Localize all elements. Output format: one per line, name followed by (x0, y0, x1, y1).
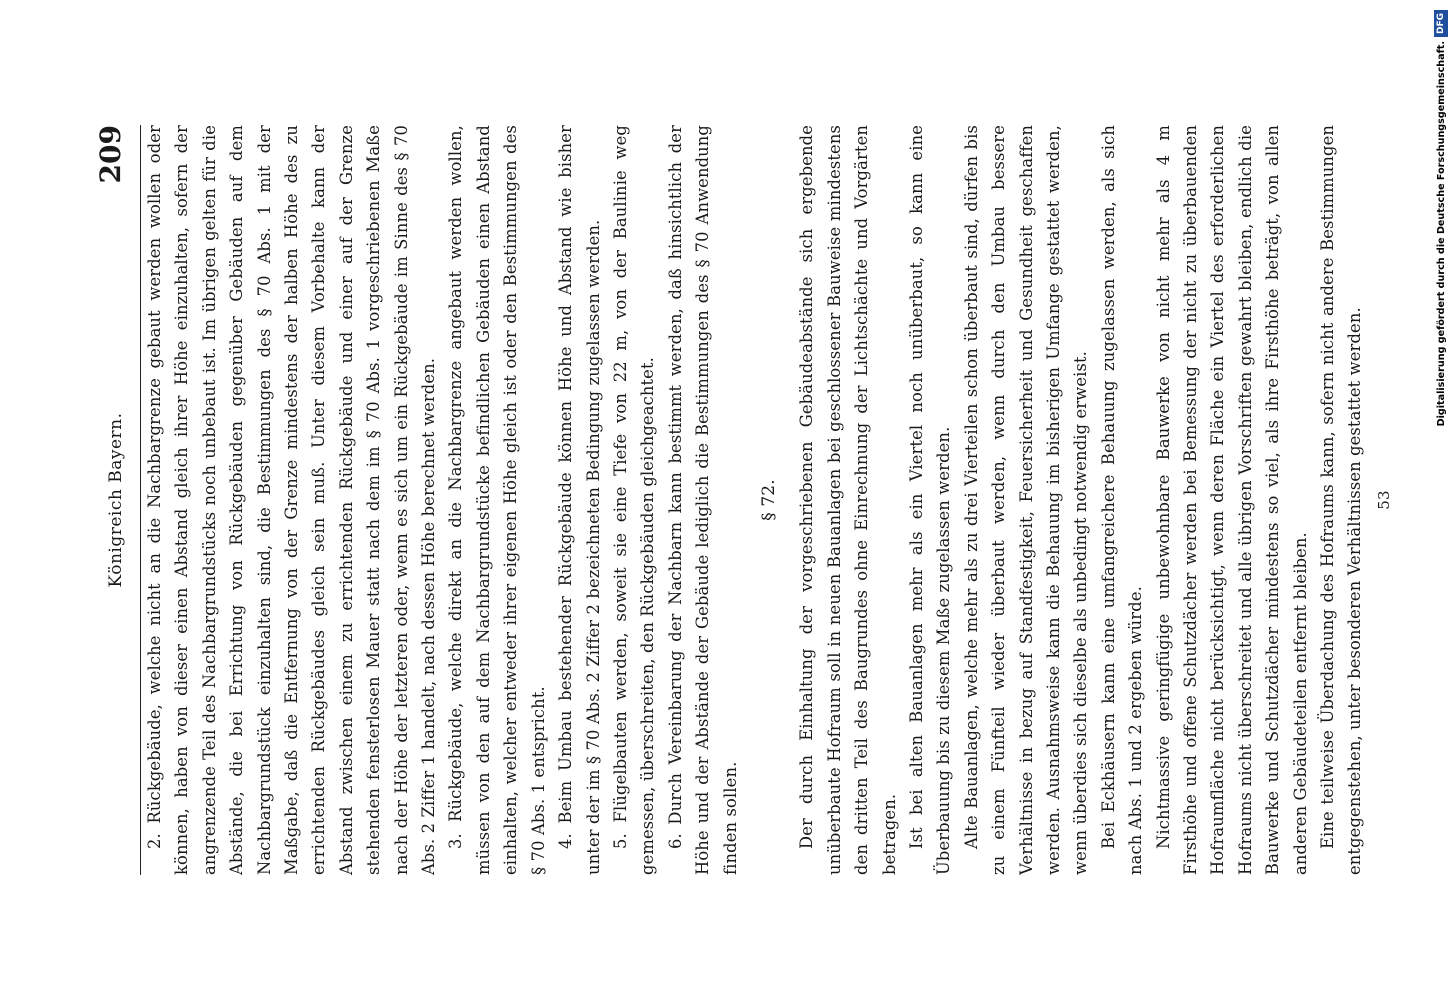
page-number: 209 (94, 125, 127, 184)
paragraph-ueberdachung: Eine teilweise Überdachung des Hofraums kann, sofern nicht andere Bestimmungen entgegenstehen, unter besonderen Verhältnissen gestattet werden. (1318, 125, 1365, 875)
paragraph-3: 3. Rückgebäude, welche direkt an die Nachbargrenze angebaut werden wollen, müssen von den auf dem Nachbargrundstücke befindlichen Gebäuden einen Abstand einhalten, welcher entweder ihrer eigenen Höhe gleich ist oder den Bestimmungen des § 70 Abs. 1 entspricht. (446, 125, 548, 875)
digitization-credit (1432, 10, 1450, 990)
signature-mark: 53 (1374, 490, 1393, 510)
paragraph-nichtmassive: Nichtmassive geringfügige unbewohnbare Bauwerke von nicht mehr als 4 m Firsthöhe und offene Schutzdächer werden bei Bemessung der nicht zu überbauenden Hofraumfläche nicht berücksichtigt, wenn deren Fläche ein Viertel des erforderlichen Hofraums nicht überschreitet und alle übrigen Vorschriften gewahrt bleiben, endlich die Bauwerke und Schutzdächer mindestens so viel, als ihre Firsthöhe beträgt, von allen anderen Gebäudeteilen entfernt bleiben. (1153, 125, 1310, 875)
page-body (141, 125, 1398, 875)
dfg-logo: DFG (1434, 10, 1448, 37)
running-head: Königreich Bayern. (106, 412, 126, 588)
paragraph-2: 2. Rückgebäude, welche nicht an die Nachbargrenze gebaut werden wollen oder können, haben von dieser einen Abstand gleich ihrer Höhe einzuhalten, sofern der angrenzende Teil des Nachbargrundstücks noch unbebaut ist. Im übrigen gelten für die Abstände, die bei Errichtung von Rückgebäuden gegenüber Gebäuden auf dem Nachbargrundstück einzuhalten sind, die Bestimmungen des § 70 Abs. 1 mit der Maßgabe, daß die Entfernung von der Grenze mindestens der halben Höhe des zu errichtenden Rückgebäudes gleich sein muß. Unter diesem Vorbehalte kann der Abstand zwischen einem zu errichtenden Rückgebäude und einer auf der Grenze stehenden fensterlosen Mauer statt nach dem im § 70 Abs. 1 vorgeschriebenen Maße nach der Höhe der letzteren oder, wenn es sich um ein Rückgebäude im Sinne des § 70 Abs. 2 Ziffer 1 handelt, nach dessen Höhe berechnet werden. (145, 125, 439, 875)
rotated-book-page (90, 105, 1410, 895)
page-header (90, 125, 141, 875)
paragraph-6: 6. Durch Vereinbarung der Nachbarn kann bestimmt werden, daß hinsichtlich der Höhe und der Abstände der Gebäude lediglich die Bestimmungen des § 70 Anwendung finden sollen. (665, 125, 740, 875)
paragraph-hofraum: Der durch Einhaltung der vorgeschriebenen Gebäudeabstände sich ergebende unüberbaute Hofraum soll in neuen Bauanlagen bei geschlossener Bauweise mindestens den dritten Teil des Baugrundes ohne Einrechnung der Lichtschächte und Vorgärten betragen. (797, 125, 899, 875)
paragraph-5: 5. Flügelbauten werden, soweit sie eine Tiefe von 22 m, von der Baulinie weg gemessen, überschreiten, den Rückgebäuden gleichgeachtet. (610, 125, 658, 875)
paragraph-ueberbaut: Alte Bauanlagen, welche mehr als zu drei Vierteilen schon überbaut sind, dürfen bis zu einem Fünfteil wieder überbaut werden, wenn durch den Umbau bessere Verhältnisse in bezug auf Standfestigkeit, Feuersicherheit und Gesundheit geschaffen werden. Ausnahmsweise kann die Behauung im bisherigen Umfange gestattet werden, wenn überdies sich dieselbe als unbedingt notwendig erweist. (961, 125, 1091, 875)
paragraph-4: 4. Beim Umbau bestehender Rückgebäude können Höhe und Abstand wie bisher unter der im § 70 Abs. 2 Ziffer 2 bezeichneten Bedingung zugelassen werden. (556, 125, 603, 875)
paragraph-eckhaeuser: Bei Eckhäusern kann eine umfangreichere Behauung zugelassen werden, als sich nach Abs. 1 und 2 ergeben würde. (1098, 125, 1146, 875)
credit-text: Digitalisierung gefördert durch die Deutsche Forschungsgemeinschaft. (1435, 41, 1447, 427)
section-heading: § 72. (758, 479, 779, 521)
paragraph-alte-bauanlagen: Ist bei alten Bauanlagen mehr als ein Viertel noch unüberbaut, so kann eine Überbauung bis zu diesem Maße zugelassen werden. (906, 125, 954, 875)
